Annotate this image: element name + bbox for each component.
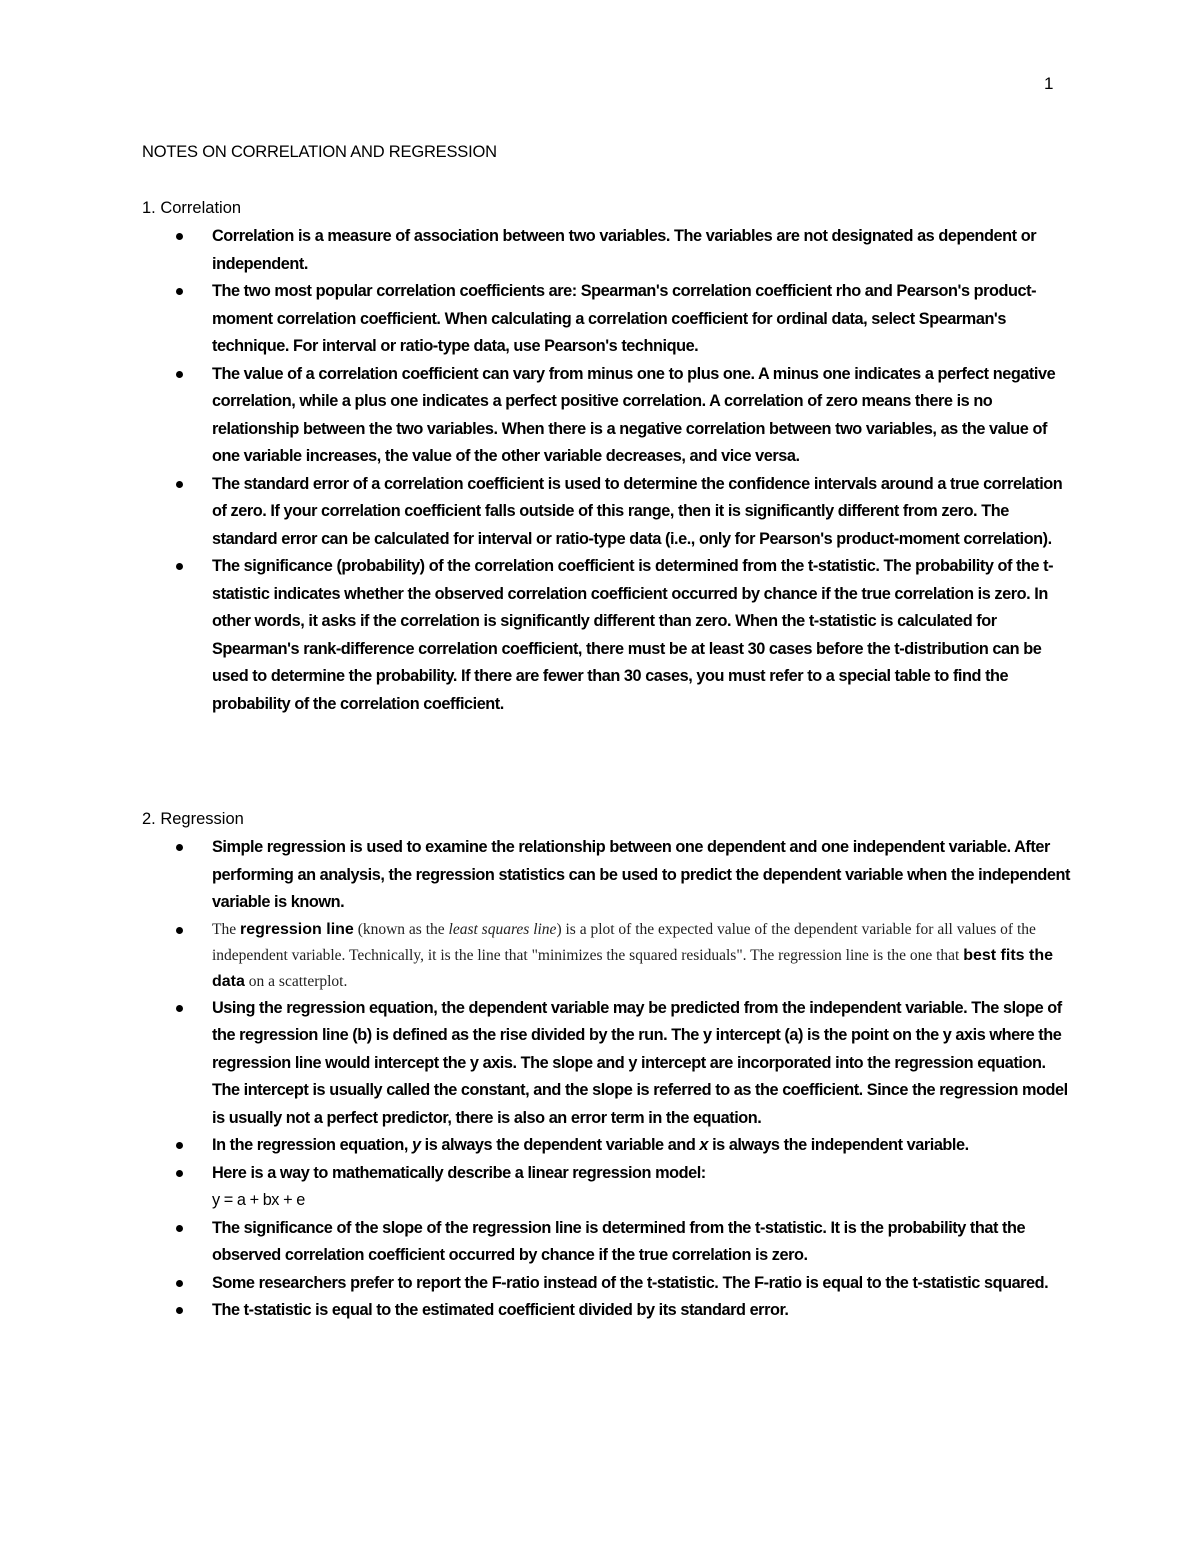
regression-formula: y = a + bx + e <box>212 1191 305 1209</box>
bullet-text: The significance (probability) of the correlation coefficient is determined from the t-statistic. The probability of the t-statistic indicates whether the observed correlation coefficient occurred by chance if the true correlation is zero. In other words, it asks if the correlation is significantly different than zero. When the t-statistic is calculated for Spearman's rank-difference correlation coefficient, there must be at least 30 cases before the t-distribution can be used to determine the probability. If there are fewer than 30 cases, you must refer to a special table to find the probability of the correlation coefficient. <box>212 557 1054 713</box>
list-item <box>142 1132 1072 1160</box>
bullet-icon <box>176 1005 183 1012</box>
text-run: is always the dependent variable and <box>420 1136 700 1154</box>
bullet-icon <box>176 1142 183 1149</box>
bullet-text: The value of a correlation coefficient can vary from minus one to plus one. A minus one indicates a perfect negative correlation, while a plus one indicates a perfect positive correlation. A correlation of zero means there is no relationship between the two variables. When there is a negative correlation between two variables, as the value of one variable increases, the value of the other variable decreases, and vice versa. <box>212 364 1056 465</box>
correlation-section <box>142 194 1072 718</box>
bullet-icon <box>176 1280 183 1287</box>
section-heading-regression: 2. Regression <box>142 810 244 828</box>
bullet-text: Simple regression is used to examine the relationship between one dependent and one independent variable. After performing an analysis, the regression statistics can be used to predict the dependent variable when the independent variable is known. <box>212 838 1070 911</box>
text-run: (known as the <box>353 920 449 938</box>
bullet-icon <box>176 1225 183 1232</box>
list-item <box>142 917 1072 995</box>
bullet-text: The t-statistic is equal to the estimated coefficient divided by its standard error. <box>212 1301 789 1319</box>
text-run: In the regression equation, <box>212 1136 412 1154</box>
list-item <box>142 553 1072 718</box>
regression-section <box>142 805 1072 1325</box>
page-number: 1 <box>1044 74 1054 93</box>
list-item <box>142 361 1072 471</box>
text-run: ) is a plot of the expected value of the dependent variable for all values of the independent variable. Technically, it is the line that "minimizes the squared residuals". The regression line is the one that <box>212 920 1036 964</box>
bold-term: regression line <box>239 920 354 938</box>
bullet-text: Correlation is a measure of association between two variables. The variables are not designated as dependent or independent. <box>212 227 1037 273</box>
bullet-icon <box>176 481 183 488</box>
bullet-icon <box>176 927 183 934</box>
bullet-text: Using the regression equation, the dependent variable may be predicted from the independent variable. The slope of the regression line (b) is defined as the rise divided by the run. The y intercept (a) is the point on the y axis where the regression line would intercept the y axis. The slope and y intercept are incorporated into the regression equation. The intercept is usually called the constant, and the slope is referred to as the coefficient. Since the regression model is usually not a perfect predictor, there is also an error term in the equation. <box>212 998 1068 1127</box>
list-item <box>142 1160 1072 1215</box>
bullet-text: The significance of the slope of the regression line is determined from the t-statistic. It is the probability that the observed correlation coefficient occurred by chance if the true correlation is zero. <box>212 1218 1026 1264</box>
bullet-icon <box>176 288 183 295</box>
bullet-icon <box>176 1170 183 1177</box>
correlation-bullet-list <box>142 223 1072 718</box>
list-item <box>142 471 1072 554</box>
list-item <box>142 1297 1072 1325</box>
text-run: The <box>212 920 240 938</box>
list-item <box>142 1215 1072 1270</box>
bullet-text: The standard error of a correlation coefficient is used to determine the confidence intervals around a true correlation of zero. If your correlation coefficient falls outside of this range, then it is significantly different from zero. The standard error can be calculated for interval or ratio-type data (i.e., only for Pearson's product-moment correlation). <box>212 474 1063 548</box>
text-run: on a scatterplot. <box>244 972 348 990</box>
bullet-icon <box>176 1307 183 1314</box>
italic-variable: x <box>699 1136 708 1154</box>
list-item <box>142 834 1072 917</box>
list-item <box>142 1270 1072 1298</box>
bullet-icon <box>176 844 183 851</box>
bullet-icon <box>176 371 183 378</box>
list-item <box>142 223 1072 278</box>
section-heading-correlation: 1. Correlation <box>142 199 242 217</box>
document-title: NOTES ON CORRELATION AND REGRESSION <box>142 143 497 161</box>
bullet-icon <box>176 563 183 570</box>
bullet-text: The two most popular correlation coefficients are: Spearman's correlation coefficient rho and Pearson's product-moment correlation coefficient. When calculating a correlation coefficient for ordinal data, select Spearman's technique. For interval or ratio-type data, use Pearson's technique. <box>212 282 1037 355</box>
bullet-text: Some researchers prefer to report the F-ratio instead of the t-statistic. The F-ratio is equal to the t-statistic squared. <box>212 1273 1049 1292</box>
bold-term: best fits the data <box>212 946 1053 990</box>
italic-variable: y <box>412 1136 421 1154</box>
bullet-text: Here is a way to mathematically describe a linear regression model: <box>212 1163 706 1182</box>
bullet-icon <box>176 233 183 240</box>
list-item <box>142 278 1072 361</box>
italic-term: least squares line <box>448 920 557 938</box>
list-item <box>142 995 1072 1133</box>
regression-bullet-list <box>142 834 1072 1325</box>
text-run: is always the independent variable. <box>708 1136 969 1154</box>
